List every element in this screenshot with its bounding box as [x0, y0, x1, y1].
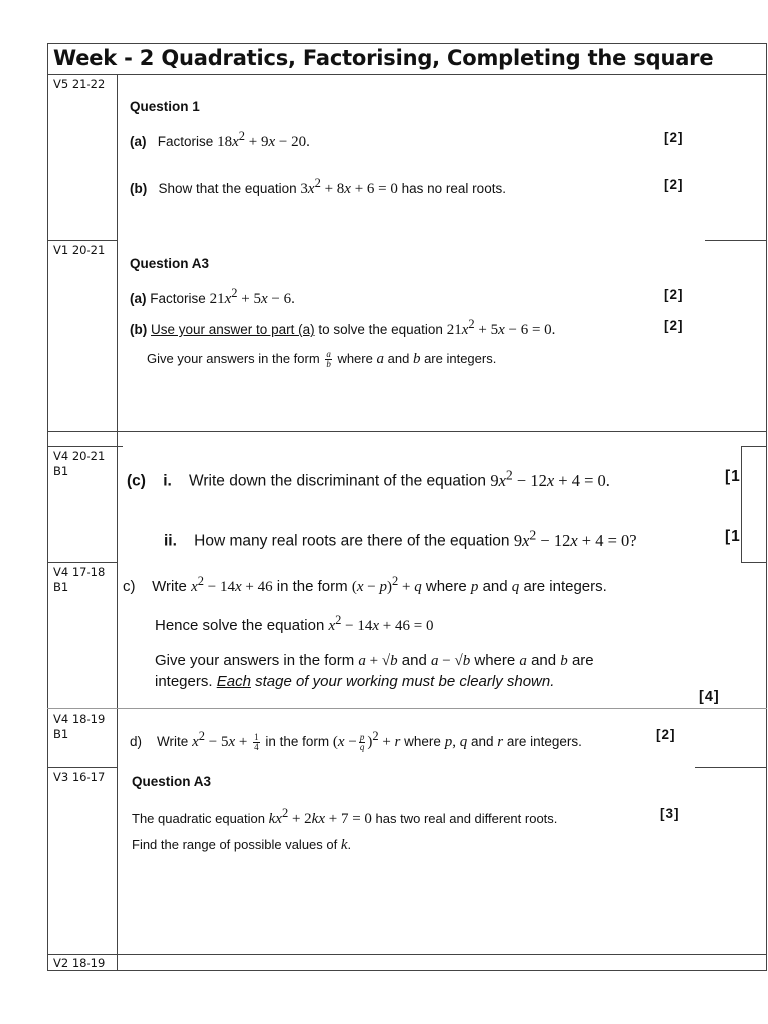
marks-label: [3]	[660, 806, 680, 821]
note-text: where	[337, 350, 373, 366]
row-divider	[47, 431, 767, 432]
question-part-c-ii	[164, 527, 637, 551]
part-tag: (a)	[130, 291, 147, 306]
row-label: V4 17-18	[53, 565, 106, 579]
math-expression: $x^2 - 14x + 46 = 0$	[328, 613, 434, 634]
math-expression: $21x^2 + 5x - 6$.	[209, 286, 295, 307]
page-title: Week - 2 Quadratics, Factorising, Completing the square	[47, 43, 767, 75]
math-expression: $x^2 - 5x$ +	[192, 729, 248, 750]
question-heading: Question 1	[130, 99, 200, 114]
part-text: where	[404, 734, 441, 749]
part-text: where	[425, 578, 467, 595]
part-text: How many real roots are there of the equation	[194, 532, 510, 550]
marks-label: [2]	[664, 177, 684, 192]
note-text: Give your answers in the form	[147, 350, 320, 366]
row-divider	[47, 562, 117, 563]
part-tag: (b)	[130, 322, 148, 337]
row-divider	[742, 562, 767, 563]
math-expression: $18x^2 + 9x - 20$.	[217, 129, 310, 150]
row-label: B1	[53, 727, 69, 741]
row-label: V3 16-17	[53, 770, 106, 784]
row-divider	[47, 240, 117, 241]
part-text: The quadratic equation	[132, 811, 265, 826]
part-text: has no real roots.	[401, 181, 506, 196]
question-part-b	[130, 317, 555, 339]
emphasis-text: Each	[216, 673, 251, 690]
question-part-c-i	[127, 467, 610, 491]
part-text: .	[347, 837, 352, 852]
question-part-b	[130, 176, 506, 198]
part-text: Write	[157, 734, 189, 749]
part-text: Factorise	[150, 291, 206, 306]
row-label: V1 20-21	[53, 243, 106, 257]
row-label: V4 18-19	[53, 712, 106, 726]
row-label: B1	[53, 464, 69, 478]
part-text: Show that the equation	[158, 181, 297, 196]
question-text	[132, 806, 557, 828]
row-divider	[705, 240, 767, 241]
part-text: Give your answers in the form	[155, 652, 355, 669]
part-text: Find the range of possible values of	[132, 837, 338, 852]
part-tag: c)	[123, 578, 136, 595]
row-divider	[47, 954, 767, 955]
part-text: are integers.	[523, 578, 607, 595]
answer-form-note: Give your answers in the form $\frac{a}{b}$ where a and b are integers.	[147, 349, 497, 369]
row-divider	[695, 767, 767, 768]
question-part-d: d) Write $x^2 - 5x$ + $\frac{1}{4}$ in the form (x − $\frac{p}{q}$ )$^2$ + r where p, q and r are integers.	[130, 729, 582, 752]
part-tag: ii.	[164, 532, 177, 550]
marks-label: [4]	[699, 689, 720, 705]
row-divider	[47, 446, 123, 447]
math-expression: $kx^2 + 2kx + 7 = 0$	[268, 806, 372, 827]
math-expression: a + √b	[358, 653, 398, 669]
part-text: and	[531, 652, 557, 669]
marks-label: [1	[725, 468, 741, 485]
clipped-border	[741, 446, 742, 563]
part-tag: (c)	[127, 472, 146, 490]
part-text: in the form	[265, 734, 330, 749]
part-text: Write down the discriminant of the equation	[189, 472, 487, 490]
math-expression: a − √b	[431, 653, 471, 669]
marks-label: [2]	[664, 287, 684, 302]
math-expression: $21x^2 + 5x - 6 = 0$.	[446, 317, 556, 338]
note-text: are integers.	[424, 350, 497, 366]
row-label: B1	[53, 580, 69, 594]
underlined-text: Use your answer to part (a)	[151, 322, 315, 337]
fraction-p-over-q: $\frac{p}{q}$	[359, 731, 365, 752]
row-label: V4 20-21	[53, 449, 106, 463]
part-text: are	[571, 652, 594, 669]
marks-label: [2]	[664, 130, 684, 145]
row-divider	[47, 767, 117, 768]
question-heading: Question A3	[130, 256, 210, 271]
question-part-a	[130, 129, 310, 151]
part-text: Hence solve the equation	[155, 617, 325, 634]
part-tag: i.	[163, 472, 172, 490]
question-line	[155, 613, 433, 635]
left-column-divider	[117, 75, 118, 971]
question-line: Give your answers in the form a + √b and a − √b where a and b are	[155, 652, 594, 669]
part-tag: (b)	[130, 181, 148, 196]
math-expression: $x^2 - 14x + 46$	[191, 574, 273, 595]
part-text: to solve the equation	[318, 322, 443, 337]
part-text: and	[470, 734, 494, 749]
row-label: V2 18-19	[53, 956, 106, 970]
row-label: V5 21-22	[53, 77, 106, 91]
part-text: are integers.	[506, 734, 582, 749]
part-text: Factorise	[157, 134, 214, 149]
part-text: and	[482, 578, 508, 595]
math-expression: (x −	[332, 734, 357, 750]
row-divider	[47, 708, 767, 709]
fraction-a-over-b: $\frac{a}{b}$	[326, 349, 331, 369]
question-part-c: c) Write $x^2 - 14x + 46$ in the form $(x - p)^2 + q$ where p and q are integers.	[123, 574, 607, 595]
math-expression: $9x^2 - 12x + 4 = 0$.	[490, 467, 610, 490]
part-text: and	[401, 652, 427, 669]
part-text: in the form	[276, 578, 348, 595]
part-tag: (a)	[130, 134, 147, 149]
note-text: and	[387, 350, 410, 366]
row-divider	[742, 446, 767, 447]
part-tag: d)	[130, 734, 143, 749]
question-part-a	[130, 286, 295, 308]
math-expression: $9x^2 - 12x + 4 = 0$?	[513, 527, 637, 550]
part-text: has two real and different roots.	[375, 811, 558, 826]
part-text: integers.	[155, 673, 213, 690]
math-expression: $(x - p)^2 + q$	[351, 574, 422, 595]
fraction-one-quarter: $\frac{1}{4}$	[254, 731, 259, 752]
part-text: where	[474, 652, 516, 669]
question-heading: Question A3	[132, 774, 212, 789]
part-text: Write	[152, 578, 187, 595]
question-text: Find the range of possible values of k.	[132, 837, 352, 853]
math-expression: $3x^2 + 8x + 6 = 0$	[300, 176, 398, 197]
marks-label: [2]	[664, 318, 684, 333]
marks-label: [2]	[656, 727, 676, 742]
question-line	[155, 673, 554, 690]
marks-label: [1	[725, 528, 741, 545]
emphasis-text: stage of your working must be clearly shown.	[255, 673, 555, 690]
